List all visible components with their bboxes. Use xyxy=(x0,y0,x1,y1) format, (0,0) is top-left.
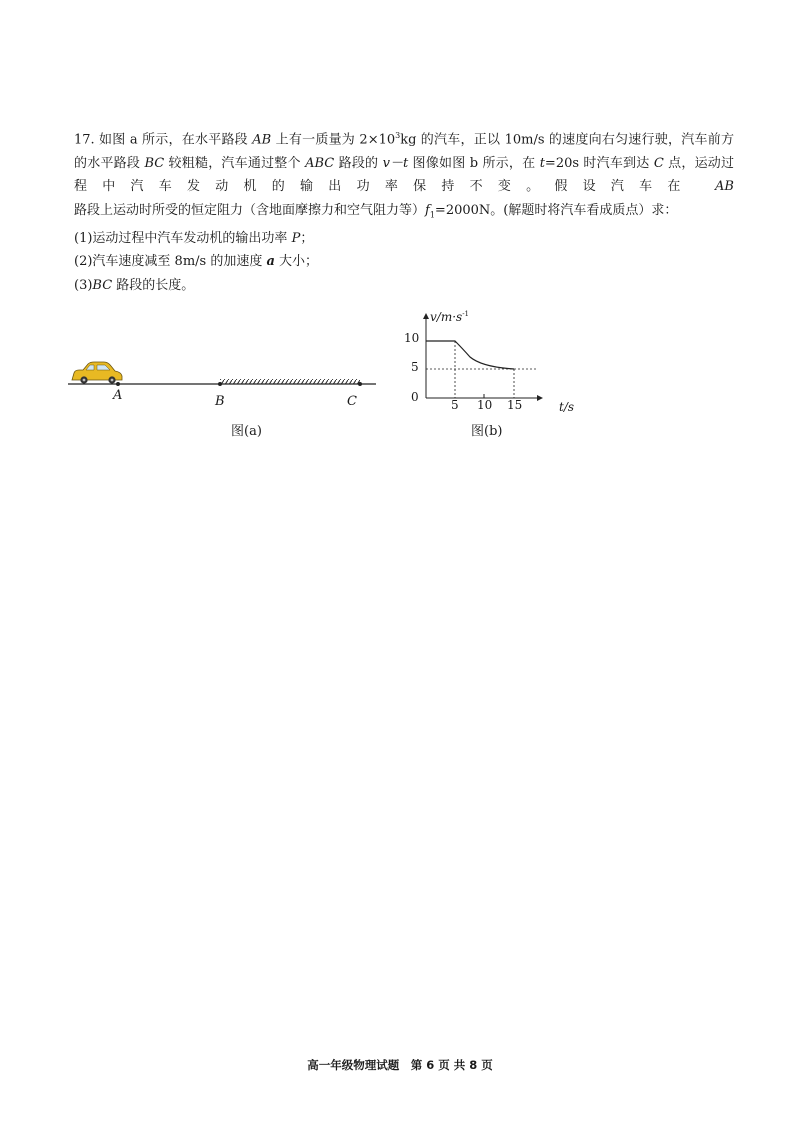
var-abc: ABC xyxy=(305,155,335,171)
label-b: B xyxy=(215,394,225,409)
y-axis-exponent: -1 xyxy=(462,310,470,318)
question-stem xyxy=(74,124,734,227)
subquestion-1 xyxy=(74,227,734,251)
stem-text: 较粗糙，汽车通过整个 xyxy=(164,155,306,171)
x-tick-10: 10 xyxy=(477,398,493,412)
var-f-subscript: 1 xyxy=(429,210,435,220)
car-icon xyxy=(72,362,122,384)
var-bc: BC xyxy=(144,155,165,171)
x-tick-15: 15 xyxy=(507,398,523,412)
rough-section-bc xyxy=(220,379,360,384)
y-axis-label xyxy=(430,310,469,324)
figure-a xyxy=(64,356,384,446)
var-p: P xyxy=(291,230,301,246)
page-footer: 高一年级物理试题 第 6 页 共 8 页 xyxy=(307,1058,493,1072)
var-a: a xyxy=(266,254,275,270)
subquestion-3 xyxy=(74,274,734,298)
mass-exponent: 3 xyxy=(395,131,401,140)
sub-text: ； xyxy=(300,230,314,246)
y-tick-0: 0 xyxy=(411,390,419,404)
stem-text: kg 的汽车，正以 10m/s 的速度向右匀速行驶，汽车前方的水平路段 xyxy=(74,132,734,171)
y-tick-10: 10 xyxy=(404,331,420,345)
label-a: A xyxy=(113,388,123,403)
stem-text: 图像如图 b 所示，在 xyxy=(408,155,540,171)
x-axis-label: t/s xyxy=(559,400,575,414)
sub-text: 大小； xyxy=(274,254,319,270)
var-ab: AB xyxy=(715,179,734,195)
stem-text: 点，运动过程中汽车发动机的输出功率保持不变。假设汽车在 xyxy=(74,155,735,195)
stem-text: 路段的 xyxy=(334,155,383,171)
vt-curve xyxy=(426,341,514,369)
figure-b xyxy=(400,308,580,448)
sub-text: (1)运动过程中汽车发动机的输出功率 xyxy=(74,230,292,246)
stem-text: 17. 如图 a 所示，在水平路段 xyxy=(74,132,253,148)
question-17 xyxy=(74,124,734,297)
point-b-dot xyxy=(218,382,222,386)
var-ab: AB xyxy=(252,132,272,148)
y-axis-label-text: v/m·s xyxy=(430,310,463,324)
subquestion-2 xyxy=(74,250,734,274)
sub-text: (2)汽车速度减至 8m/s 的加速度 xyxy=(74,254,267,270)
x-tick-5: 5 xyxy=(451,398,459,412)
stem-text: 上有一质量为 2×10 xyxy=(271,132,396,148)
stem-text: 路段上运动时所受的恒定阻力（含地面摩擦力和空气阻力等） xyxy=(74,202,426,218)
var-t: t xyxy=(539,155,545,171)
caption-b: 图(b) xyxy=(471,424,503,439)
sub-text: 路段的长度。 xyxy=(112,277,195,293)
var-vt: v－t xyxy=(382,155,409,171)
stem-text: =20s 时汽车到达 xyxy=(544,155,654,171)
label-c: C xyxy=(347,394,357,409)
stem-text: =2000N。(解题时将汽车看成质点）求： xyxy=(434,202,678,218)
var-f: f xyxy=(425,202,430,218)
caption-a: 图(a) xyxy=(231,424,262,439)
sub-text: (3) xyxy=(74,277,93,293)
y-tick-5: 5 xyxy=(411,360,419,374)
var-bc: BC xyxy=(92,277,113,293)
point-a-dot xyxy=(116,382,120,386)
point-c-dot xyxy=(358,382,362,386)
var-c: C xyxy=(653,155,664,171)
